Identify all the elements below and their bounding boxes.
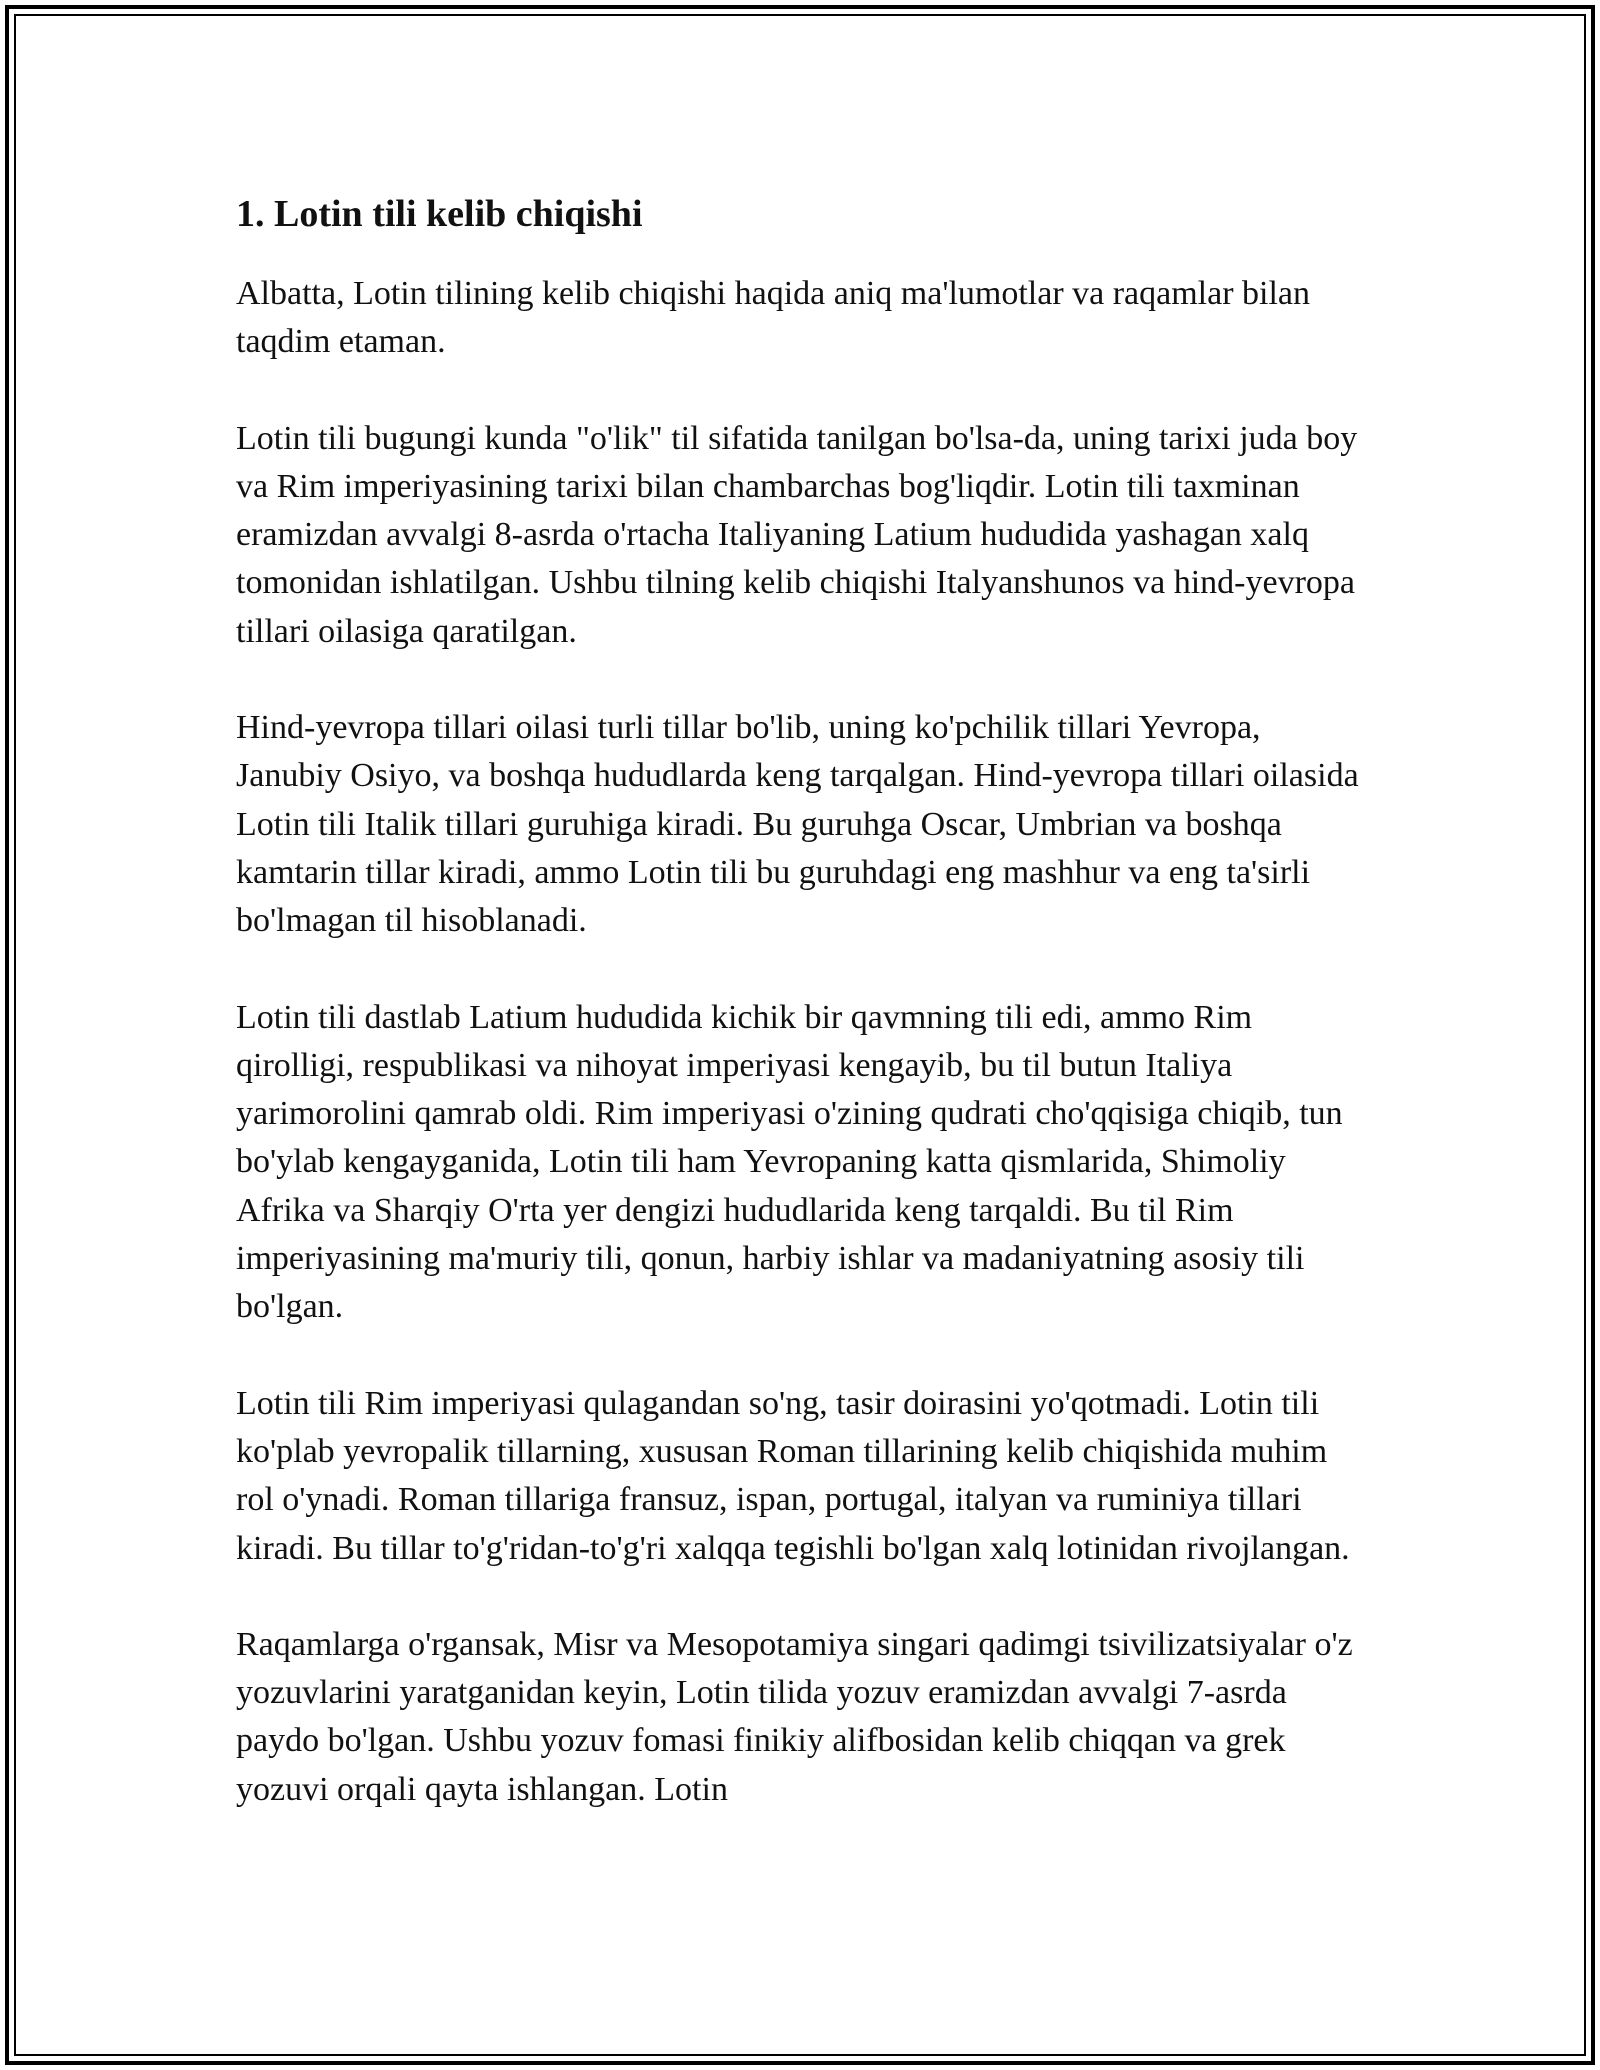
paragraph-writing: Raqamlarga o'rgansak, Misr va Mesopotamiya singari qadimgi tsivilizatsiyalar o'z yozuvlarini yaratganidan keyin, Lotin tilida yozuv eramizdan avvalgi 7-asrda paydo bo'lgan. Ushbu yozuv fomasi finikiy alifbosidan kelib chiqqan va grek yozuvi orqali qayta ishlangan. Lotin	[236, 1625, 1353, 1808]
paragraph-history: Lotin tili bugungi kunda "o'lik" til sifatida tanilgan bo'lsa-da, uning tarixi juda boy va Rim imperiyasining tarixi bilan chambarchas bog'liqdir. Lotin tili taxminan eramizdan avvalgi 8-asrda o'rtacha Italiyaning Latium hududida yashagan xalq tomonidan ishlatilgan. Ushbu tilning kelib chiqishi Italyanshunos va hind-yevropa tillari oilasiga qaratilgan.	[236, 419, 1358, 650]
paragraph-language-family: Hind-yevropa tillari oilasi turli tillar bo'lib, uning ko'pchilik tillari Yevropa, Janubiy Osiyo, va boshqa hududlarda keng tarqalgan. Hind-yevropa tillari oilasida Lotin tili Italik tillari guruhiga kiradi. Bu guruhga Oscar, Umbrian va boshqa kamtarin tillar kiradi, ammo Lotin tili bu guruhdagi eng mashhur va eng ta'sirli bo'lmagan til hisoblanadi.	[236, 709, 1359, 940]
section-heading: 1. Lotin tili kelib chiqishi	[236, 193, 643, 235]
paragraph-spread: Lotin tili dastlab Latium hududida kichik bir qavmning tili edi, ammo Rim qirolligi, respublikasi va nihoyat imperiyasi kengayib, bu til butun Italiya yarimorolini qamrab oldi. Rim imperiyasi o'zining qudrati cho'qqisiga chiqib, tun bo'ylab kengayganida, Lotin tili ham Yevropaning katta qismlarida, Shimoliy Afrika va Sharqiy O'rta yer dengizi hududlarida keng tarqaldi. Bu til Rim imperiyasining ma'muriy tili, qonun, harbiy ishlar va madaniyatning asosiy tili bo'lgan.	[236, 998, 1343, 1326]
paragraph-intro: Albatta, Lotin tilining kelib chiqishi haqida aniq ma'lumotlar va raqamlar bilan taqdim etaman.	[236, 275, 1311, 361]
paragraph-romance-languages: Lotin tili Rim imperiyasi qulagandan so'ng, tasir doirasini yo'qotmadi. Lotin tili ko'plab yevropalik tillarning, xususan Roman tillarining kelib chiqishida muhim rol o'ynadi. Roman tillariga fransuz, ispan, portugal, italyan va ruminiya tillari kiradi. Bu tillar to'g'ridan-to'g'ri xalqqa tegishli bo'lgan xalq lotinidan rivojlangan.	[236, 1384, 1350, 1567]
document-body	[236, 190, 1366, 1862]
